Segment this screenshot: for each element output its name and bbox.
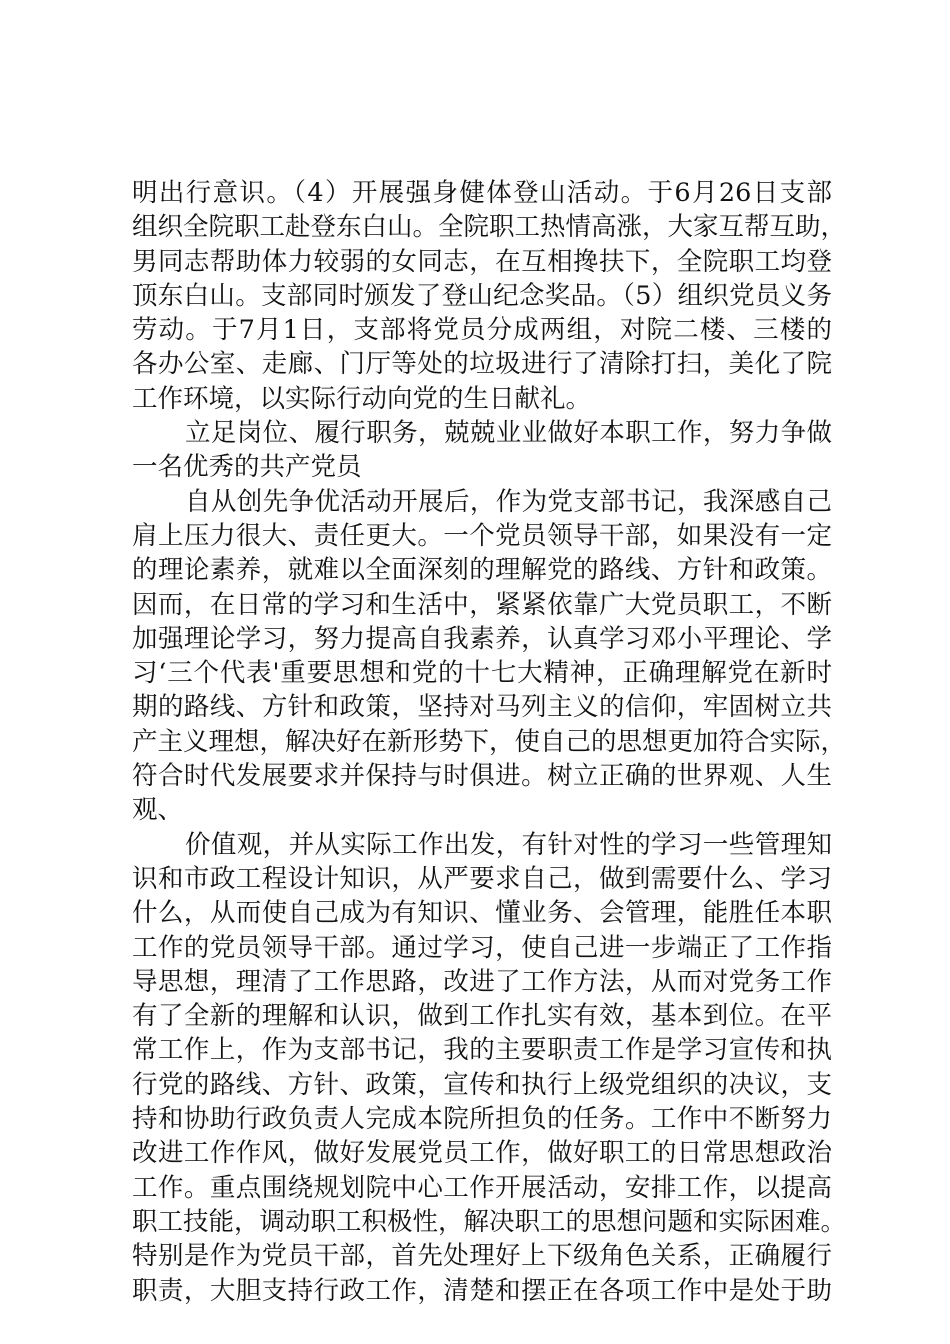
text-line: 特别是作为党员干部，首先处理好上下级角色关系，正确履行 bbox=[132, 1241, 832, 1272]
text-line: 常工作上，作为支部书记，我的主要职责工作是学习宣传和执 bbox=[132, 1035, 832, 1066]
text-line: 的理论素养，就难以全面深刻的理解党的路线、方针和政策。 bbox=[132, 555, 832, 586]
text-line: 改进工作作风，做好发展党员工作，做好职工的日常思想政治 bbox=[132, 1138, 832, 1169]
text-line: 明出行意识。（4）开展强身健体登山活动。于6月26日支部 bbox=[132, 178, 832, 208]
text-line: 职责，大胆支持行政工作，清楚和摆正在各项工作中是处于助 bbox=[132, 1275, 832, 1306]
text-line: 职工技能，调动职工积极性，解决职工的思想问题和实际困难。 bbox=[132, 1206, 847, 1237]
text-line: 持和协助行政负责人完成本院所担负的任务。工作中不断努力 bbox=[132, 1104, 832, 1135]
text-line: 因而，在日常的学习和生活中，紧紧依靠广大党员职工，不断 bbox=[132, 589, 832, 620]
text-line: 产主义理想，解决好在新形势下，使自己的思想更加符合实际， bbox=[132, 726, 847, 757]
text-line: 工作的党员领导干部。通过学习，使自己进一步端正了工作指 bbox=[132, 932, 832, 963]
text-line: 男同志帮助体力较弱的女同志，在互相搀扶下，全院职工均登 bbox=[132, 246, 832, 277]
text-line: 工作环境，以实际行动向党的生日献礼。 bbox=[132, 383, 592, 414]
text-line: 加强理论学习，努力提高自我素养，认真学习邓小平理论、学 bbox=[132, 623, 832, 654]
document-body bbox=[132, 176, 847, 1308]
text-line: 顶东白山。支部同时颁发了登山纪念奖品。（5）组织党员义务 bbox=[132, 280, 832, 311]
text-line: 各办公室、走廊、门厅等处的垃圾进行了清除打扫，美化了院 bbox=[132, 349, 832, 380]
text-line: 劳动。于7月1日，支部将党员分成两组，对院二楼、三楼的 bbox=[132, 315, 832, 346]
text-line: 价值观，并从实际工作出发，有针对性的学习一些管理知 bbox=[185, 829, 832, 860]
text-line: 肩上压力很大、责任更大。一个党员领导干部，如果没有一定 bbox=[132, 520, 832, 551]
text-line: 识和市政工程设计知识，从严要求自己，做到需要什么、学习 bbox=[132, 863, 832, 894]
text-line: 期的路线、方针和政策，坚持对马列主义的信仰，牢固树立共 bbox=[132, 692, 832, 723]
text-line: 习‘三个代表'重要思想和党的十七大精神，正确理解党在新时 bbox=[132, 658, 832, 689]
text-line: 导思想，理清了工作思路，改进了工作方法，从而对党务工作 bbox=[132, 966, 832, 997]
text-line: 什么，从而使自己成为有知识、懂业务、会管理，能胜任本职 bbox=[132, 898, 832, 929]
text-line: 自从创先争优活动开展后，作为党支部书记，我深感自己 bbox=[185, 486, 832, 517]
text-line: 行党的路线、方针、政策，宣传和执行上级党组织的决议，支 bbox=[132, 1069, 832, 1100]
text-line: 工作。重点围绕规划院中心工作开展活动，安排工作，以提高 bbox=[132, 1172, 832, 1203]
text-line: 观、 bbox=[132, 795, 184, 826]
text-line: 一名优秀的共产党员 bbox=[132, 452, 362, 483]
text-line: 有了全新的理解和认识，做到工作扎实有效，基本到位。在平 bbox=[132, 1001, 832, 1032]
text-line: 组织全院职工赴登东白山。全院职工热情高涨，大家互帮互助， bbox=[132, 212, 847, 243]
text-line: 立足岗位、履行职务，兢兢业业做好本职工作，努力争做 bbox=[185, 418, 832, 449]
text-line: 符合时代发展要求并保持与时俱进。树立正确的世界观、人生 bbox=[132, 761, 832, 792]
